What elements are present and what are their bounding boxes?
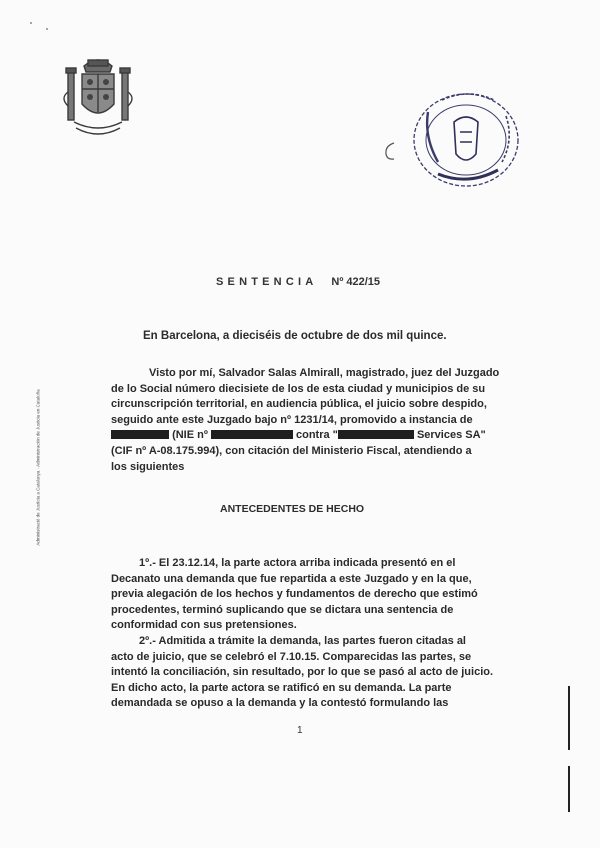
title-word: SENTENCIA [216,276,318,288]
fact-line: 1º.- El 23.12.14, la parte actora arriba indicada presentó en el [139,557,456,569]
intro-line: de lo Social número diecisiete de los de esta ciudad y municipios de su [111,382,486,395]
fact-line: previa alegación de los hechos y fundamentos de derecho que estimó [111,588,478,601]
intro-line: (CIF nº A-08.175.994), con citación del Ministerio Fiscal, atendiendo a [111,444,472,457]
intro-paragraph [111,366,506,475]
fact-line: conformidad con sus pretensiones. [111,619,297,632]
intro-line: circunscripción territorial, en audiencia pública, el juicio sobre despido, [111,398,487,411]
redaction-bar [211,430,293,439]
section-heading: ANTECEDENTES DE HECHO [220,503,365,515]
scan-edge-line [568,766,570,812]
court-seal-stamp-icon [398,82,538,200]
side-margin-note: Administració de Justícia a Catalunya · Administración de Justicia en Cataluña [35,389,41,546]
coat-of-arms-icon [62,52,134,146]
intro-redacted-text: Services SA" [416,429,486,442]
fact-paragraph-2 [111,634,506,712]
fact-line: procedentes, terminó suplicando que se dictara una sentencia de [111,603,454,616]
fact-line: 2º.- Admitida a trámite la demanda, las partes fueron citadas al [139,635,466,647]
place-date-line: En Barcelona, a dieciséis de octubre de dos mil quince. [143,330,447,342]
page-number: 1 [297,725,303,736]
fact-line: En dicho acto, la parte actora se ratificó en su demanda. La parte [111,681,452,694]
intro-line: los siguientes [111,460,185,473]
intro-redacted-text: (NIE nº [172,429,208,442]
document-title [216,276,380,288]
scan-edge-line [568,686,570,750]
intro-line: Visto por mí, Salvador Salas Almirall, magistrado, juez del Juzgado [149,367,500,379]
title-number: Nº 422/15 [331,276,381,288]
fact-line: acto de juicio, que se celebró el 7.10.15. Comparecidas las partes, se [111,650,472,663]
fact-line: intentó la conciliación, sin resultado, por lo que se pasó al acto de juicio. [111,666,494,679]
scan-speck [30,22,32,24]
fact-line: Decanato una demanda que fue repartida a este Juzgado y en la que, [111,572,472,585]
intro-redacted-text: contra " [295,429,338,442]
redaction-bar [111,430,169,439]
handwritten-mark-icon [382,140,398,164]
fact-paragraph-1 [111,556,506,634]
redaction-bar [338,430,414,439]
intro-redacted-line [111,428,506,444]
intro-line: seguido ante este Juzgado bajo nº 1231/14, promovido a instancia de [111,413,473,426]
fact-line: demandada se opuso a la demanda y la contestó formulando las [111,697,449,710]
scan-speck [46,28,48,30]
